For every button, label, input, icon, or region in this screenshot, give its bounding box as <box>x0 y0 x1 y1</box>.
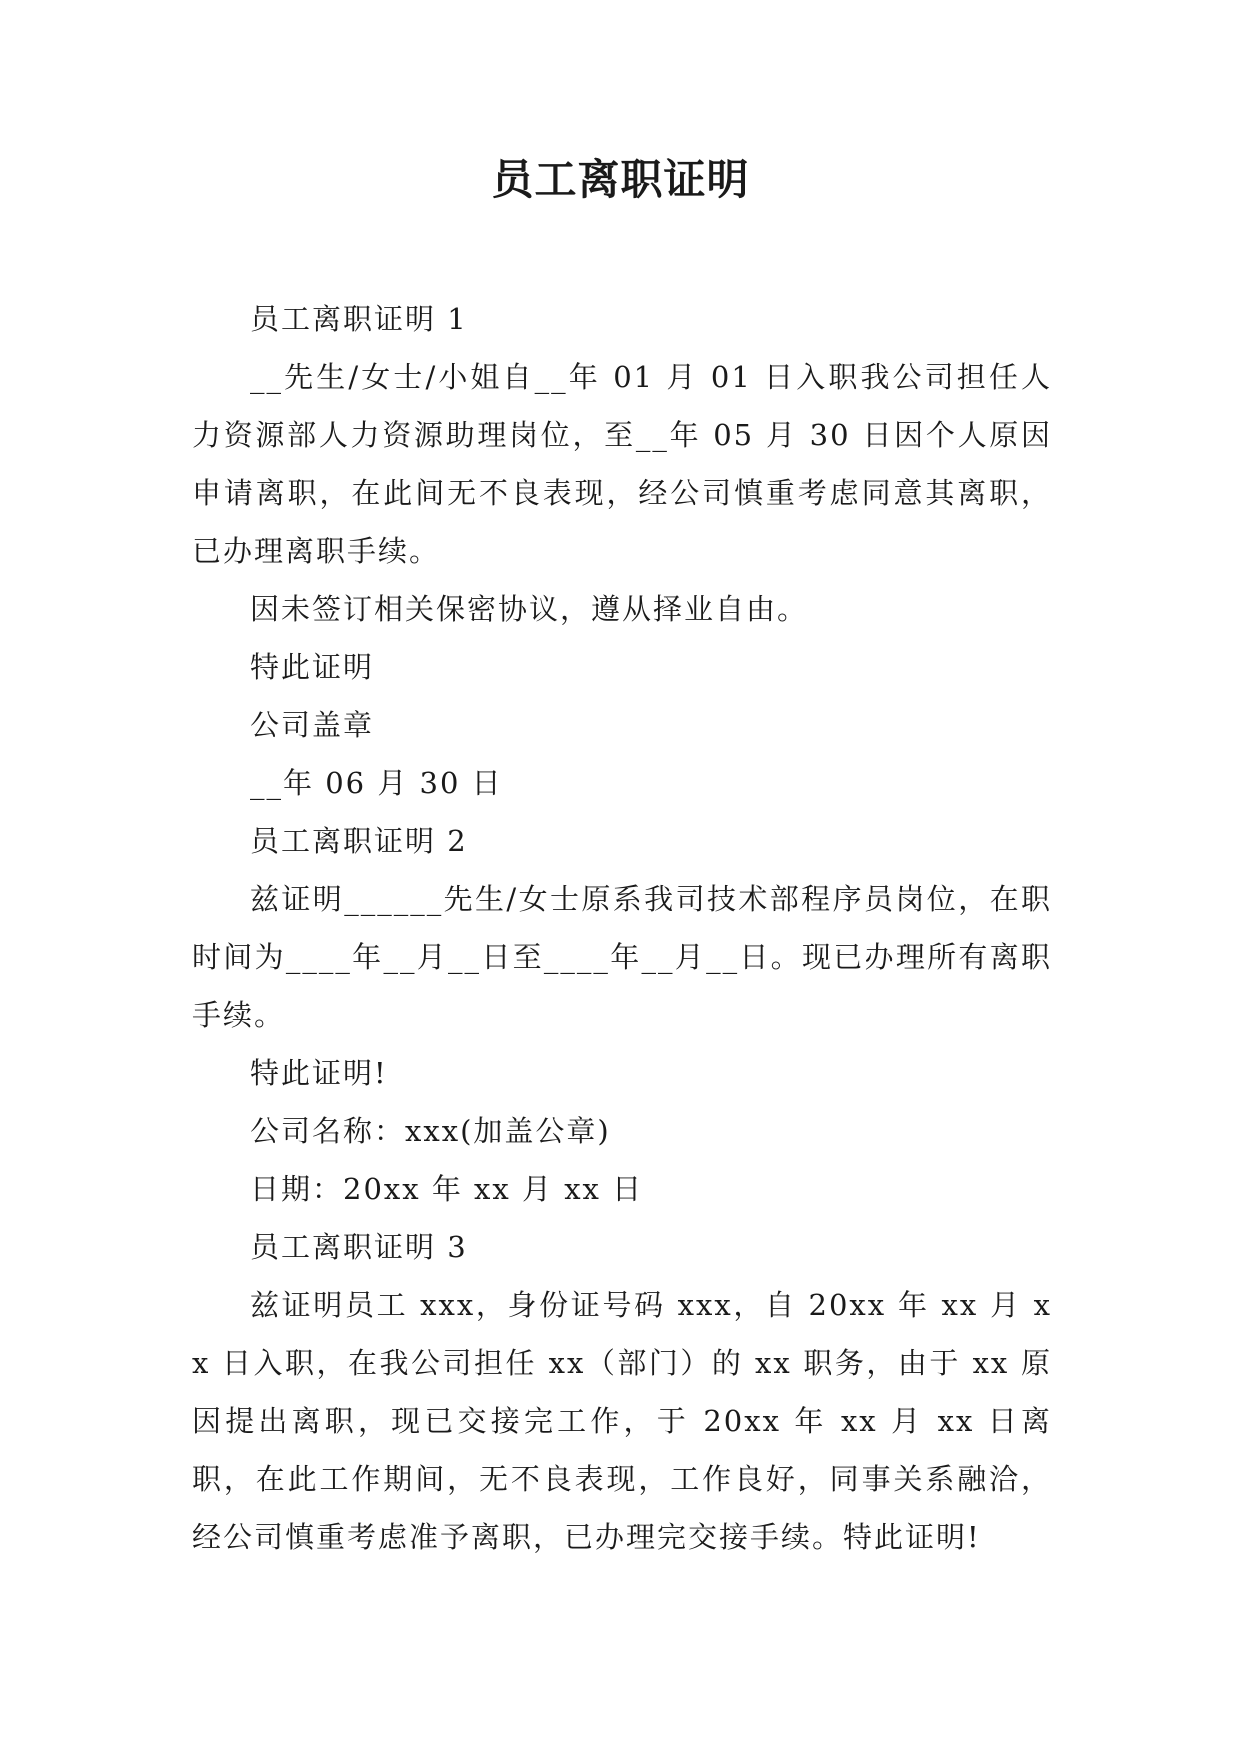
section-heading-3: 员工离职证明 3 <box>250 1230 468 1264</box>
paragraph-certificate-1-body: __先生/女士/小姐自__年 01 月 01 日入职我公司担任人力资源部人力资源助理岗位，至__年 05 月 30 日因个人原因申请离职，在此间无不良表现，经公司慎重考虑同意其离职，已办理离职手续。 <box>192 360 1052 568</box>
paragraph-certificate-3-body: 兹证明员工 xxx，身份证号码 xxx，自 20xx 年 xx 月 xx 日入职，在我公司担任 xx（部门）的 xx 职务，由于 xx 原因提出离职，现已交接完工作，于 20xx 年 xx 月 xx 日离职，在此工作期间，无不良表现，工作良好，同事关系融洽，经公司慎重考虑准予离职，已办理完交接手续。特此证明! <box>192 1288 1052 1554</box>
paragraph-hereby-certify-2: 特此证明! <box>250 1056 388 1090</box>
section-heading-1: 员工离职证明 1 <box>250 302 468 336</box>
document-body <box>192 290 1052 1566</box>
paragraph-hereby-certify-1: 特此证明 <box>250 650 375 684</box>
paragraph-date-2: 日期：20xx 年 xx 月 xx 日 <box>250 1172 644 1206</box>
paragraph-date-1: __年 06 月 30 日 <box>250 766 503 800</box>
paragraph-company-name: 公司名称：xxx(加盖公章) <box>250 1114 611 1148</box>
section-heading-2: 员工离职证明 2 <box>250 824 468 858</box>
document-title: 员工离职证明 <box>491 155 750 204</box>
paragraph-company-seal: 公司盖章 <box>250 708 375 742</box>
paragraph-confidentiality: 因未签订相关保密协议，遵从择业自由。 <box>250 592 809 626</box>
paragraph-certificate-2-body: 兹证明______先生/女士原系我司技术部程序员岗位，在职时间为____年__月__日至____年__月__日。现已办理所有离职手续。 <box>192 882 1052 1032</box>
